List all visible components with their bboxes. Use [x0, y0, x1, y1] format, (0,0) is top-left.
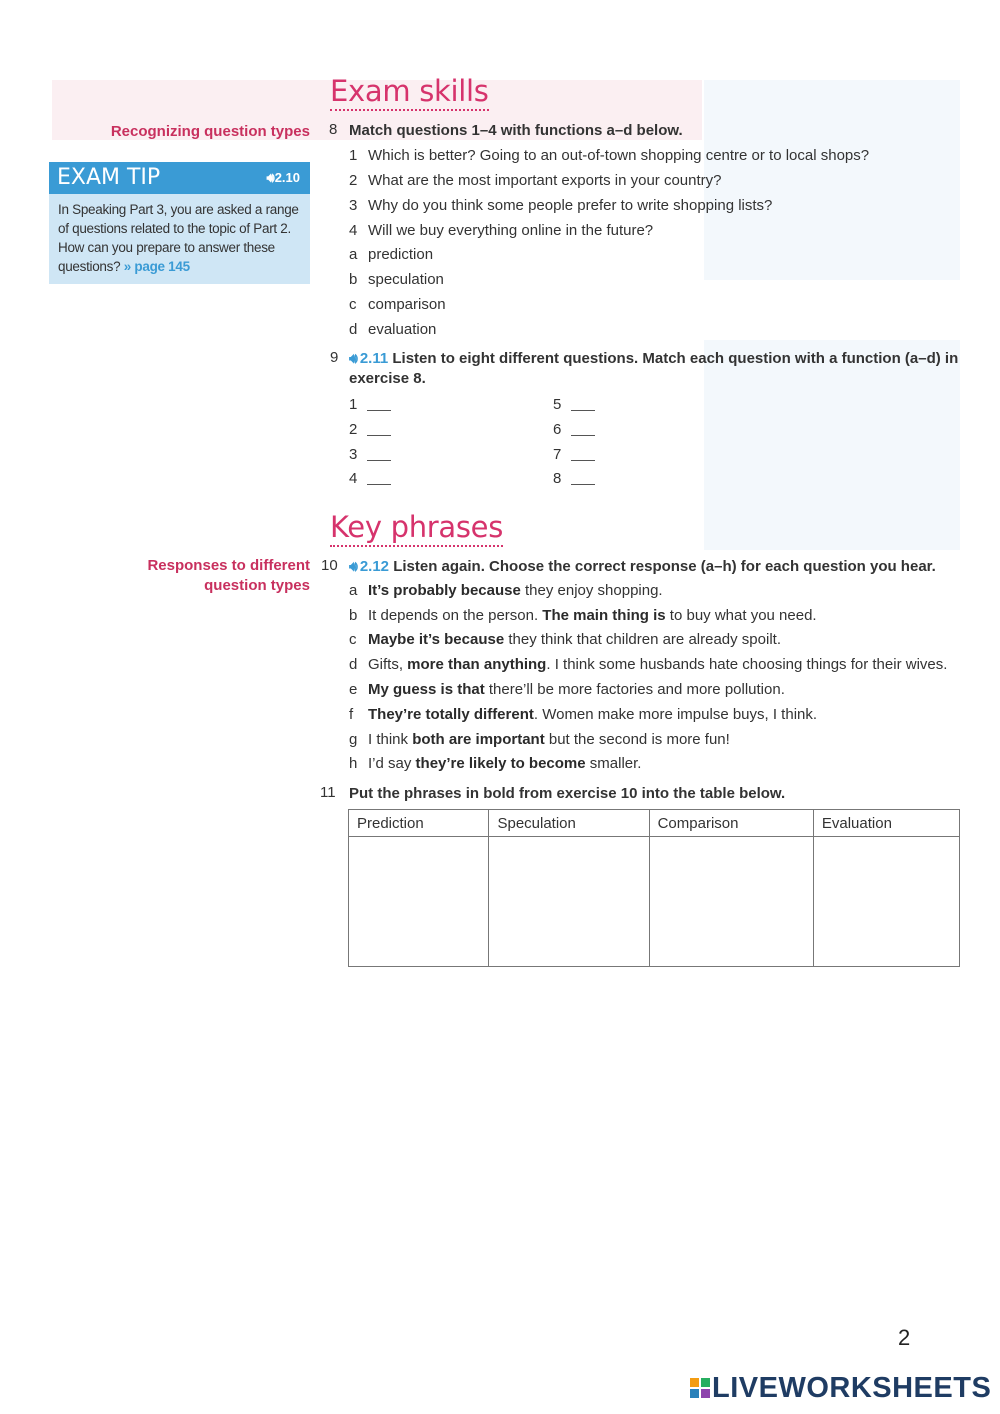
exercise-9-instruction-cont: exercise 8. — [349, 370, 426, 387]
answer-cell-evaluation[interactable] — [813, 837, 959, 967]
speaker-icon: 🔊︎ — [266, 170, 275, 185]
answer-blank-1[interactable]: 1 — [349, 396, 391, 413]
answer-blank-3[interactable]: 3 — [349, 446, 391, 463]
answer-cell-prediction[interactable] — [349, 837, 489, 967]
answer-blank-6[interactable]: 6 — [553, 421, 595, 438]
exam-tip-body — [49, 194, 310, 284]
exercise-10-instruction: 🔊︎ 2.12 Listen again. Choose the correct response (a–h) for each question you hear. — [349, 558, 936, 575]
exam-tip-header — [49, 162, 310, 194]
answer-blank-2[interactable]: 2 — [349, 421, 391, 438]
response-e: e My guess is that there’ll be more factories and more pollution. — [349, 681, 785, 698]
response-f: f They’re totally different. Women make more impulse buys, I think. — [349, 706, 818, 723]
response-a: a It’s probably because they enjoy shopping. — [349, 582, 663, 599]
exercise-8-number: 8 — [329, 121, 338, 138]
exercise-9-number: 9 — [330, 349, 339, 366]
background-panel — [704, 80, 960, 280]
column-speculation: Speculation — [489, 810, 649, 837]
function-a: a prediction — [349, 246, 434, 263]
exercise-9-audio[interactable]: 2.11 — [359, 350, 389, 367]
response-b: b It depends on the person. The main thing is to buy what you need. — [349, 607, 817, 624]
question-1: 1 Which is better? Going to an out-of-town shopping centre or to local shops? — [349, 147, 870, 164]
response-d: d Gifts, more than anything. I think some husbands hate choosing things for their wives. — [349, 656, 948, 673]
exercise-11-instruction: Put the phrases in bold from exercise 10 into the table below. — [349, 785, 786, 802]
exam-skills-title: Exam skills — [330, 74, 489, 108]
response-c: c Maybe it’s because they think that children are already spoilt. — [349, 631, 781, 648]
column-prediction: Prediction — [349, 810, 489, 837]
answer-blank-5[interactable]: 5 — [553, 396, 595, 413]
function-c: c comparison — [349, 296, 446, 313]
responses-label: Responses to different question types — [147, 557, 310, 594]
response-h: h I’d say they’re likely to become smaller. — [349, 755, 642, 772]
key-phrases-title: Key phrases — [330, 510, 504, 544]
liveworksheets-logo-icon — [690, 1378, 710, 1398]
question-4: 4 Will we buy everything online in the future? — [349, 222, 654, 239]
recognizing-question-types-label: Recognizing question types — [110, 123, 310, 140]
exercise-10-audio[interactable]: 2.12 — [359, 558, 390, 575]
column-comparison: Comparison — [649, 810, 813, 837]
exercise-9-instruction: 🔊︎ 2.11 Listen to eight different questions. Match each question with a function (a–d) in — [349, 350, 959, 367]
function-d: d evaluation — [349, 321, 437, 338]
speaker-icon[interactable]: 🔊︎ — [349, 350, 358, 366]
phrases-table — [348, 809, 960, 967]
question-2: 2 What are the most important exports in your country? — [349, 172, 722, 189]
question-3: 3 Why do you think some people prefer to write shopping lists? — [349, 197, 773, 214]
function-b: b speculation — [349, 271, 444, 288]
answer-blank-4[interactable]: 4 — [349, 470, 391, 487]
table-answer-row — [349, 837, 960, 967]
table-header-row — [349, 810, 960, 837]
exercise-11-number: 11 — [320, 784, 336, 801]
answer-cell-speculation[interactable] — [489, 837, 649, 967]
answer-blank-8[interactable]: 8 — [553, 470, 595, 487]
page-number: 2 — [898, 1325, 911, 1350]
liveworksheets-brand: LIVEWORKSHEETS — [690, 1372, 991, 1405]
exercise-8-instruction: Match questions 1–4 with functions a–d below. — [349, 122, 683, 139]
exam-tip-audio[interactable]: 🔊︎2.10 — [266, 170, 300, 185]
answer-blank-7[interactable]: 7 — [553, 446, 595, 463]
exam-tip-page-link[interactable]: » page 145 — [123, 259, 190, 274]
column-evaluation: Evaluation — [813, 810, 959, 837]
answer-cell-comparison[interactable] — [649, 837, 813, 967]
speaker-icon[interactable]: 🔊︎ — [349, 558, 358, 574]
response-g: g I think both are important but the second is more fun! — [349, 731, 730, 748]
background-panel-lower — [704, 340, 960, 550]
exercise-10-number: 10 — [321, 557, 338, 574]
exam-tip-title: EXAM TIP — [57, 165, 161, 190]
exam-tip-text: In Speaking Part 3, you are asked a range of questions related to the topic of Part 2. How can you prepare to answer these questions? » page 145 — [58, 202, 299, 274]
